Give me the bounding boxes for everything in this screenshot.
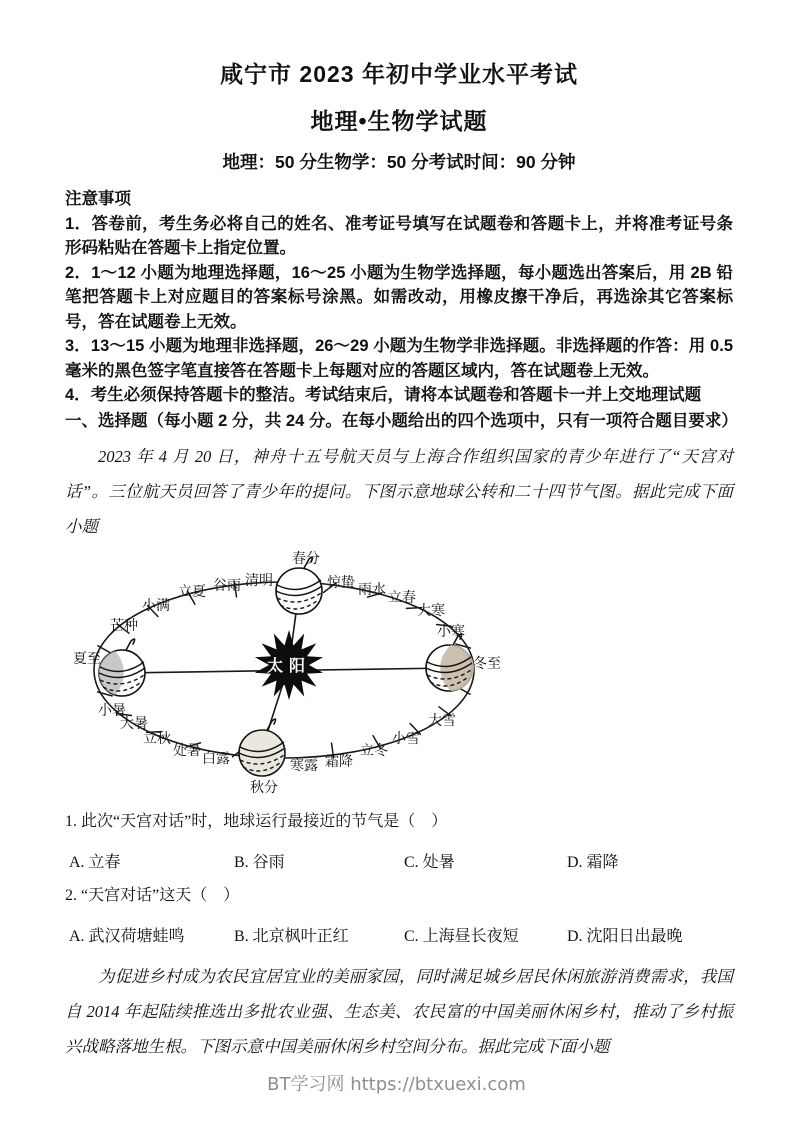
question-2-options [65,923,733,946]
passage-tiangong: 2023 年 4 月 20 日，神舟十五号航天员与上海合作组织国家的青少年进行了“天宫对话”。三位航天员回答了青少年的提问。下图示意地球公转和二十四节气图。据此完成下面小题 [65,446,733,536]
solar-term-label: 大寒 [417,601,445,618]
orbit-diagram [59,546,733,798]
page-title: 咸宁市 2023 年初中学业水平考试 [220,61,578,87]
question-2-option-d: D. 沈阳日出最晚 [567,927,683,945]
solar-term-label: 寒露 [290,756,318,773]
solar-term-label: 秋分 [250,778,278,795]
solar-term-label: 大暑 [120,714,148,731]
solar-term-label: 小暑 [98,701,126,718]
solar-term-label: 雨水 [358,580,386,597]
sun [255,630,323,700]
orbit-diagram-svg [59,546,549,798]
solar-term-label: 春分 [292,549,320,566]
notice-item-1: 1．答卷前，考生务必将自己的姓名、准考证号填写在试题卷和答题卡上，并将准考证号条形码粘贴在答题卡上指定位置。 [65,214,733,257]
solar-term-label: 处暑 [173,741,201,758]
score-time-line: 地理：50 分生物学：50 分考试时间：90 分钟 [222,152,576,172]
question-2-option-c: C. 上海昼长夜短 [404,927,519,945]
page-subtitle: 地理•生物学试题 [310,108,488,134]
solar-term-label: 冬至 [473,654,501,671]
solar-term-label: 立秋 [143,729,171,746]
notice-heading: 注意事项 [65,190,131,208]
solar-term-label: 清明 [245,571,273,588]
passage-rural-villages: 为促进乡村成为农民宜居宜业的美丽家园，同时满足城乡居民休闲旅游消费需求，我国自 2014 年起陆续推选出多批农业强、生态美、农民富的中国美丽休闲乡村，推动了乡村振兴战略落地生根。下图示意中国美丽休闲乡村空间分布。据此完成下面小题 [65,966,733,1056]
watermark-site-link[interactable]: BT学习网 https://btxuexi.com [267,1074,526,1095]
solar-term-label: 小寒 [437,622,465,639]
solar-term-label: 霜降 [325,752,353,769]
question-2-option-a: A. 武汉荷塘蛙鸣 [69,927,185,945]
question-1-option-a: A. 立春 [69,853,121,871]
question-1-options [65,849,733,872]
notice-item-3: 3．13～15 小题为地理非选择题，26～29 小题为生物学非选择题。非选择题的作答：用 0.5 毫米的黑色签字笔直接答在答题卡上每题对应的答题区域内，答在试题卷上无效。 [65,337,733,380]
question-1-option-d: D. 霜降 [567,853,619,871]
section-heading-choice: 一、选择题（每小题 2 分，共 24 分。在每小题给出的四个选项中，只有一项符合题目要求） [65,411,738,430]
solar-term-label: 白露 [202,749,230,766]
solar-term-label: 小满 [142,596,170,613]
question-1-option-b: B. 谷雨 [234,853,285,871]
earth-summer-solstice [99,639,145,696]
sun-label: 太阳 [266,657,312,675]
question-1-option-c: C. 处暑 [404,853,455,871]
solar-term-label: 大雪 [428,711,456,728]
solar-term-label: 芒种 [110,616,138,633]
question-1-stem: 1. 此次“天宫对话”时，地球运行最接近的节气是（ ） [65,812,448,830]
solar-term-label: 夏至 [73,649,101,666]
solar-term-label: 立冬 [360,741,388,758]
solar-term-label: 谷雨 [213,576,241,593]
notice-section [65,187,733,408]
solar-term-label: 小雪 [392,729,420,746]
notice-item-4: 4．考生必须保持答题卡的整洁。考试结束后，请将本试题卷和答题卡一并上交地理试题 [65,386,702,404]
solar-term-label: 惊蛰 [327,573,355,590]
earth-winter-solstice [426,634,474,691]
solar-term-label: 立夏 [178,582,206,599]
notice-item-2: 2．1～12 小题为地理选择题，16～25 小题为生物学选择题，每小题选出答案后，用 2B 铅笔把答题卡上对应题目的答案标号涂黑。如需改动，用橡皮擦干净后，再选涂其它答案标号，答在试题卷上无效。 [65,263,733,331]
question-2-option-b: B. 北京枫叶正红 [234,927,349,945]
question-2-stem: 2. “天宫对话”这天（ ） [65,886,240,904]
earth-autumn-equinox [239,719,285,776]
solar-term-label: 立春 [388,588,416,605]
